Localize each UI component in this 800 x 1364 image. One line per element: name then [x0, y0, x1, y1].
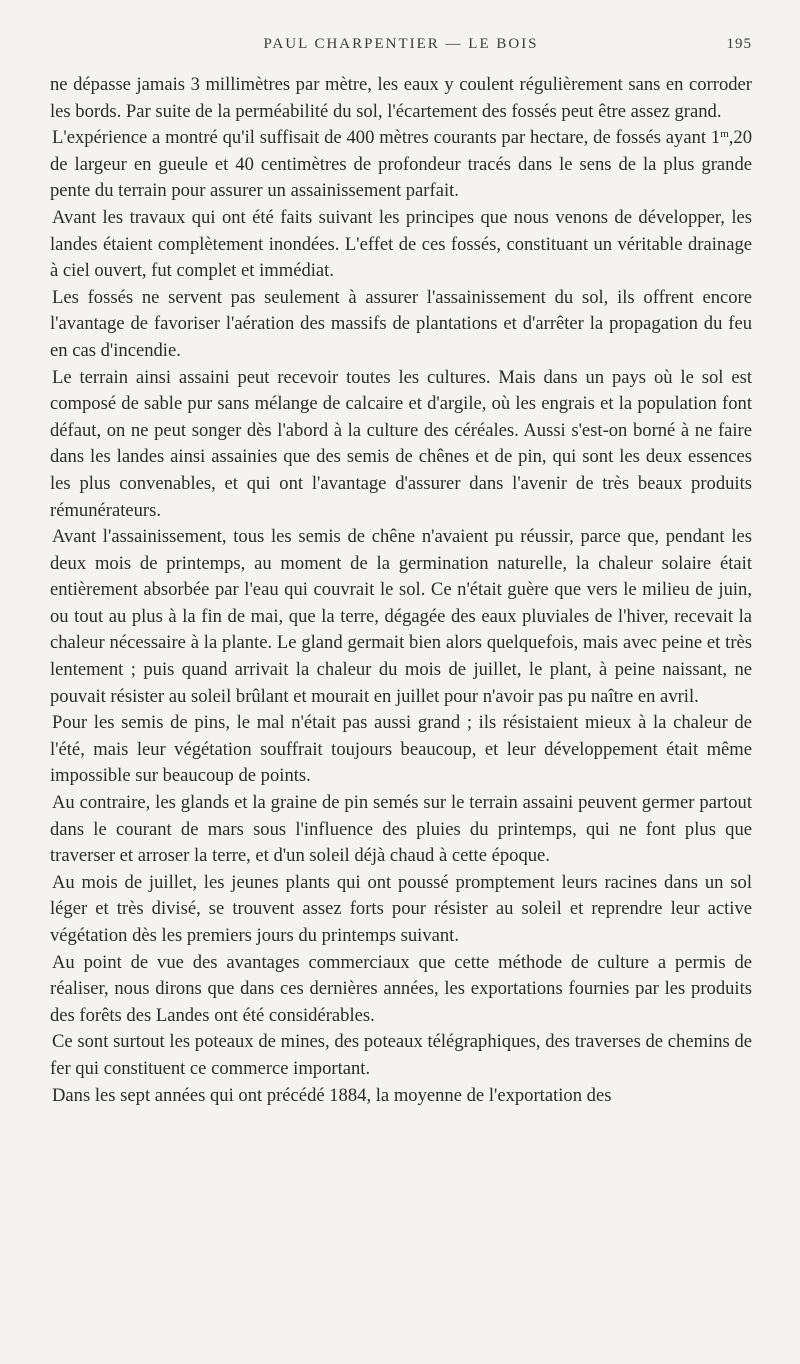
- paragraph-2-part-2: ,20 de largeur en gueule et 40 centimètres de profondeur tracés dans le sens de la plus grande pente du terrain pour assurer un assainissement parfait.: [50, 127, 752, 202]
- paragraph-1: ne dépasse jamais 3 millimètres par mètre, les eaux y coulent régulièrement sans en corroder les bords. Par suite de la perméabilité du sol, l'écartement des fossés peut être assez grand.: [50, 74, 752, 122]
- paragraph-9: Au mois de juillet, les jeunes plants qui ont poussé promptement leurs racines dans un sol léger et très divisé, se trouvent assez forts pour résister au soleil et reprendre leur active végétation dès les premiers jours du printemps suivant.: [50, 871, 752, 946]
- body-text: [50, 72, 752, 1109]
- paragraph-10: Au point de vue des avantages commerciaux que cette méthode de culture a permis de réaliser, nous dirons que dans ces dernières années, les exportations fournies par les produits des forêts des Landes ont été considérables.: [50, 951, 752, 1026]
- paragraph-2: [50, 125, 752, 205]
- paragraph-3: Avant les travaux qui ont été faits suivant les principes que nous venons de développer, les landes étaient complètement inondées. L'effet de ces fossés, constituant un véritable drainage à ciel ouvert, fut complet et immédiat.: [50, 206, 752, 282]
- paragraph-11: Ce sont surtout les poteaux de mines, des poteaux télégraphiques, des traverses de chemins de fer qui constituent ce commerce important.: [50, 1031, 752, 1079]
- page-number: 195: [726, 36, 752, 52]
- unit-superscript: m: [720, 128, 729, 141]
- paragraph-6: Avant l'assainissement, tous les semis de chêne n'avaient pu réussir, parce que, pendant les deux mois de printemps, au moment de la germination naturelle, la chaleur solaire était entièrement absorbée par l'eau qui couvrait le sol. Ce n'était guère que vers le milieu de juin, ou tout au plus à la fin de mai, que la terre, dégagée des eaux pluviales de l'hiver, recevait la chaleur nécessaire à la plante. Le gland germait bien alors quelquefois, mais avec peine et très lentement ; puis quand arrivait la chaleur du mois de juillet, le plant, à peine naissant, ne pouvait résister au soleil brûlant et mourait en juillet pour n'avoir pas pu naître en avril.: [50, 526, 752, 707]
- running-title: PAUL CHARPENTIER — LE BOIS: [263, 36, 539, 52]
- paragraph-7: Pour les semis de pins, le mal n'était pas aussi grand ; ils résistaient mieux à la chaleur de l'été, mais leur végétation souffrait toujours beaucoup, et leur développement était même impossible sur beaucoup de points.: [50, 712, 752, 787]
- paragraph-4: Les fossés ne servent pas seulement à assurer l'assainissement du sol, ils offrent encore l'avantage de favoriser l'aération des massifs de plantations et d'arrêter la propagation du feu en cas d'incendie.: [50, 286, 752, 361]
- paragraph-2-part-1: L'expérience a montré qu'il suffisait de 400 mètres courants par hectare, de fossés ayant 1: [52, 127, 721, 149]
- paragraph-5: Le terrain ainsi assaini peut recevoir toutes les cultures. Mais dans un pays où le sol est composé de sable pur sans mélange de calcaire et d'argile, où les engrais et la population font défaut, on ne peut songer dès l'abord à la culture des céréales. Aussi s'est-on borné à ne faire dans les landes ainsi assainies que des semis de chênes et de pin, qui sont les deux essences les plus convenables, et qui ont l'avantage d'assurer dans l'avenir de très beaux produits rémunérateurs.: [50, 366, 752, 521]
- paragraph-12: Dans les sept années qui ont précédé 1884, la moyenne de l'exportation des: [52, 1084, 612, 1106]
- paragraph-8: Au contraire, les glands et la graine de pin semés sur le terrain assaini peuvent germer partout dans le courant de mars sous l'influence des pluies du printemps, qui ne font plus que traverser et arroser la terre, et d'un soleil déjà chaud à cette époque.: [50, 792, 752, 867]
- running-header: [50, 36, 752, 64]
